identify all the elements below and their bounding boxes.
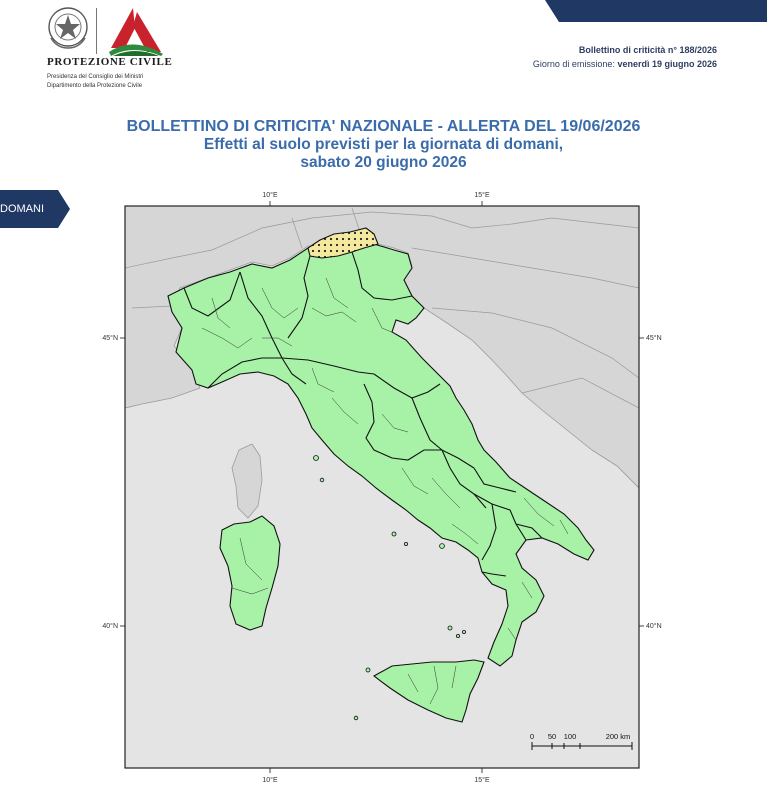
emission-label: Giorno di emissione: bbox=[532, 59, 615, 69]
page-title bbox=[0, 117, 767, 172]
lon-label-bottom-15: 15°E bbox=[474, 777, 490, 784]
lat-label-right-40: 40°N bbox=[646, 623, 662, 630]
lat-label-left-40: 40°N bbox=[102, 623, 118, 630]
header-logos bbox=[45, 4, 185, 96]
title-line-2: Effetti al suolo previsti per la giornata di domani, bbox=[203, 136, 564, 153]
italian-republic-emblem-icon bbox=[45, 4, 91, 52]
alert-map bbox=[102, 188, 662, 785]
lat-label-left-45: 45°N bbox=[102, 335, 118, 342]
scale-label-200: 200 km bbox=[605, 732, 631, 741]
lat-label-right-45: 45°N bbox=[646, 335, 662, 342]
bulletin-meta bbox=[533, 43, 717, 71]
map-frame bbox=[125, 206, 639, 768]
scale-label-0: 0 bbox=[529, 732, 535, 741]
logo-title: PROTEZIONE CIVILE bbox=[47, 56, 173, 68]
logo-subtitle-presidenza: Presidenza del Consiglio dei Ministri bbox=[47, 74, 144, 80]
lon-label-top-15: 15°E bbox=[474, 192, 490, 199]
lon-label-top-10: 10°E bbox=[262, 192, 278, 199]
lon-label-bottom-10: 10°E bbox=[262, 777, 278, 784]
protezione-civile-logo-icon bbox=[103, 6, 167, 58]
logo-divider bbox=[96, 8, 97, 54]
scale-label-100: 100 bbox=[563, 732, 577, 741]
title-line-3: sabato 20 giugno 2026 bbox=[300, 154, 467, 171]
header-corner-band bbox=[545, 0, 767, 22]
tab-domani[interactable]: DOMANI bbox=[0, 203, 44, 215]
emission-date: venerdì 19 giugno 2026 bbox=[617, 59, 717, 69]
scale-label-50: 50 bbox=[547, 732, 557, 741]
bulletin-id: Bollettino di criticità n° 188/2026 bbox=[578, 45, 717, 55]
logo-subtitle-dipartimento: Dipartimento della Protezione Civile bbox=[47, 83, 143, 89]
title-line-1: BOLLETTINO DI CRITICITA' NAZIONALE - ALLERTA DEL 19/06/2026 bbox=[126, 118, 641, 135]
